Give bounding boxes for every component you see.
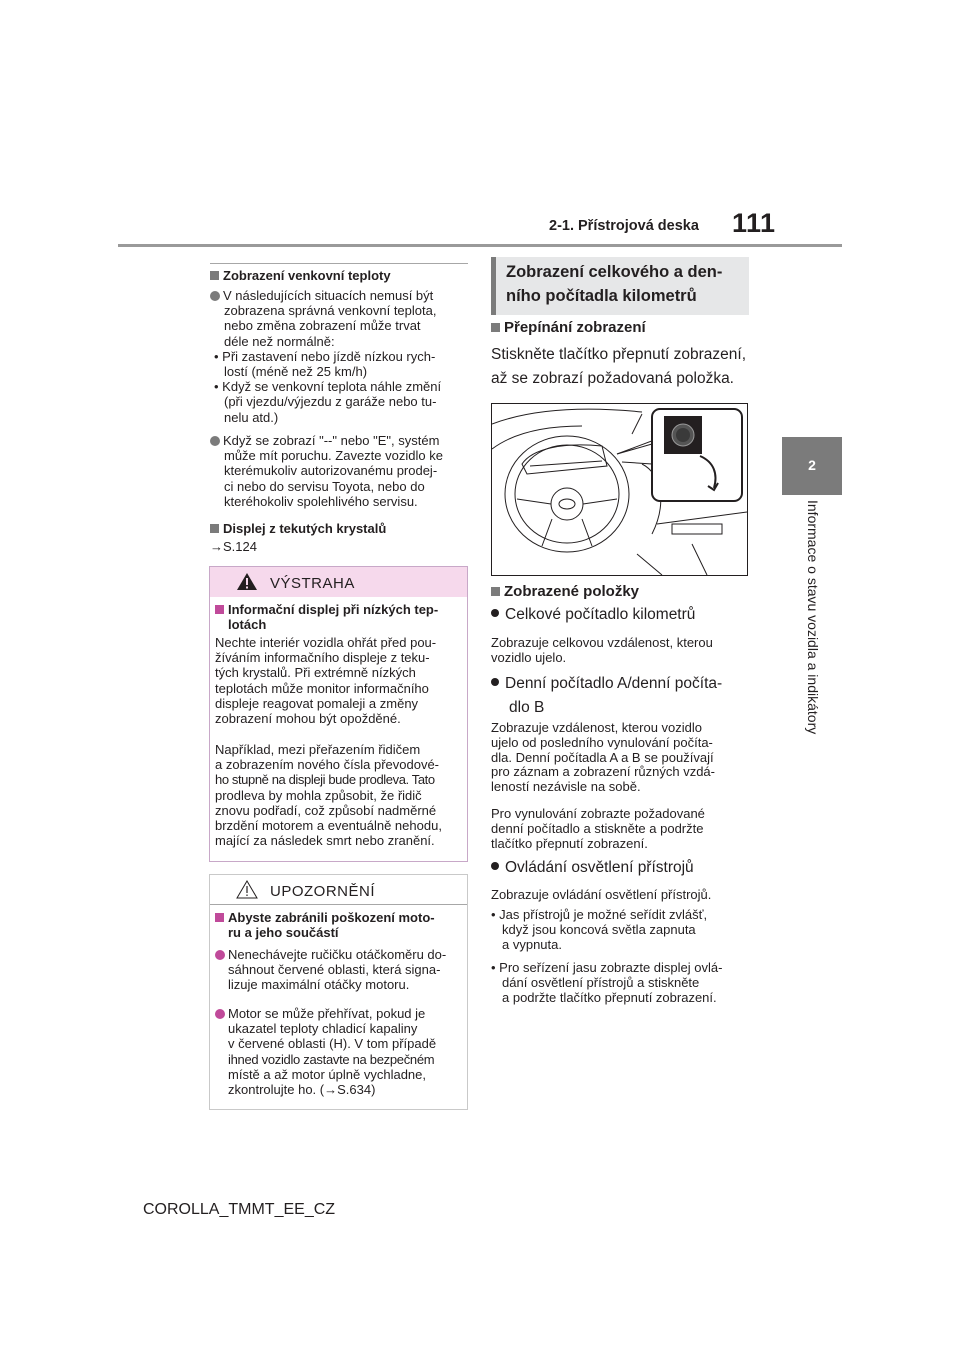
section-heading-line: ního počítadla kilometrů (506, 287, 697, 305)
subheading-lcd: Displej z tekutých krystalů (210, 521, 468, 536)
warning-header (210, 567, 467, 597)
caution-bullet: Motor se může přehřívat, pokud je ukazatel teploty chladicí kapaliny v červené oblasti (H). V tom případě ihned vozidlo zastavte na bezpečném místě a až motor úplně vychladne, zkontrolujte ho. (→S.634) (215, 1006, 467, 1097)
black-bullet-icon (491, 609, 499, 617)
header-rule (118, 244, 842, 247)
sub-bullet: • Jas přístrojů je možné seřídit zvlášť, když jsou koncová světla zapnuta a vypnuta. (491, 907, 708, 952)
item-description: Pro vynulování zobrazte požadované denní počítadlo a stiskněte a podržte tlačítko přepnutí zobrazení. (491, 806, 705, 851)
section-title: 2-1. Přístrojová deska (549, 218, 699, 234)
divider (210, 904, 467, 905)
subheading-outside-temp: Zobrazení venkovní teploty (210, 268, 468, 283)
page-reference[interactable]: →S.124 (210, 539, 257, 554)
footer-code: COROLLA_TMMT_EE_CZ (143, 1201, 336, 1218)
black-bullet-icon (491, 862, 499, 870)
section-heading-box (491, 257, 749, 315)
caution-subheading: Abyste zabránili poškození moto- ru a jeho součástí (215, 910, 465, 940)
warning-box (209, 566, 468, 862)
circle-bullet-icon (210, 436, 220, 446)
warning-paragraph: Nechte interiér vozidla ohřát před pou- žíváním informačního displeje z teku- tých krystalů. Při extrémně nízkých teplotách může monitor informačního displeje reagovat pomaleji a změny zobrazení mohou být opožděné. (215, 635, 437, 727)
warning-paragraph: Například, mezi přeřazením řidičem a zobrazením nového čísla převodové- ho stupně na displeji bude prodleva. Tato prodleva by mohla způsobit, že řidič znovu podřadí, což způsobí nadměrné brzdění motorem a eventuálně nehodu, mající za následek smrt nebo zranění. (215, 742, 442, 849)
square-bullet-icon (491, 323, 500, 332)
item-description: Zobrazuje vzdálenost, kterou vozidlo ujelo od posledního vynulování počíta- dla. Denní počítadla A a B se používají pro záznam a zobrazení různých vzdá- leností nezávisle na sobě. (491, 720, 715, 795)
item-heading: Celkové počítadlo kilometrů (491, 606, 753, 624)
subheading-switch: Přepínání zobrazení (491, 319, 753, 336)
dashboard-illustration (491, 403, 748, 576)
bullet-paragraph: V následujících situacích nemusí být zobrazena správná venkovní teplota, nebo změna zobrazení může trvat déle než normálně: • Při zastavení nebo jízdě nízkou rych- lostí (méně než 25 km/h) • Když se venkovní teplota náhle změní (při vjezdu/výjezdu z garáže nebo tu- nelu atd.) (210, 288, 468, 425)
section-heading-line: Zobrazení celkového a den- (506, 263, 723, 281)
bullet-paragraph: Když se zobrazí "--" nebo "E", systém může mít poruchu. Zavezte vozidlo ke kterémukoliv autorizovanému prodej- ci nebo do servisu Toyota, nebo do kteréhokoliv spolehlivého servisu. (210, 433, 468, 509)
square-bullet-icon (210, 524, 219, 533)
caution-icon (236, 880, 258, 899)
warning-icon (236, 572, 258, 591)
circle-bullet-icon (215, 1009, 225, 1019)
paragraph: Stiskněte tlačítko přepnutí zobrazení, až se zobrazí požadovaná položka. (491, 346, 747, 387)
item-description: Zobrazuje celkovou vzdálenost, kterou vozidlo ujelo. (491, 635, 713, 665)
steering-wheel-illustration (492, 404, 747, 575)
item-heading: Denní počítadlo A/denní počíta- dlo B (491, 672, 753, 720)
chapter-number: 2 (808, 457, 816, 473)
divider (210, 263, 468, 264)
square-bullet-icon (215, 605, 224, 614)
item-heading: Ovládání osvětlení přístrojů (491, 859, 753, 877)
caution-bullet: Nenechávejte ručičku otáčkoměru do- sáhnout červené oblasti, která signa- lizuje maximální otáčky motoru. (215, 947, 467, 993)
square-bullet-icon (210, 271, 219, 280)
caution-title: UPOZORNĚNÍ (270, 883, 376, 900)
caution-box (209, 874, 468, 1110)
page-number: 111 (732, 208, 776, 238)
circle-bullet-icon (215, 950, 225, 960)
warning-subheading: Informační displej při nízkých tep- lotách (215, 602, 465, 632)
sub-bullet: • Pro seřízení jasu zobrazte displej ovlá- dání osvětlení přístrojů a stiskněte a podržte tlačítko přepnutí zobrazení. (491, 960, 723, 1005)
black-bullet-icon (491, 678, 499, 686)
square-bullet-icon (491, 587, 500, 596)
chapter-label-rail (782, 500, 842, 775)
warning-title: VÝSTRAHA (270, 575, 355, 592)
chapter-label: Informace o stavu vozidla a indikátory (805, 500, 821, 735)
square-bullet-icon (215, 913, 224, 922)
subheading-items: Zobrazené položky (491, 583, 753, 600)
item-description: Zobrazuje ovládání osvětlení přístrojů. (491, 887, 712, 902)
circle-bullet-icon (210, 291, 220, 301)
